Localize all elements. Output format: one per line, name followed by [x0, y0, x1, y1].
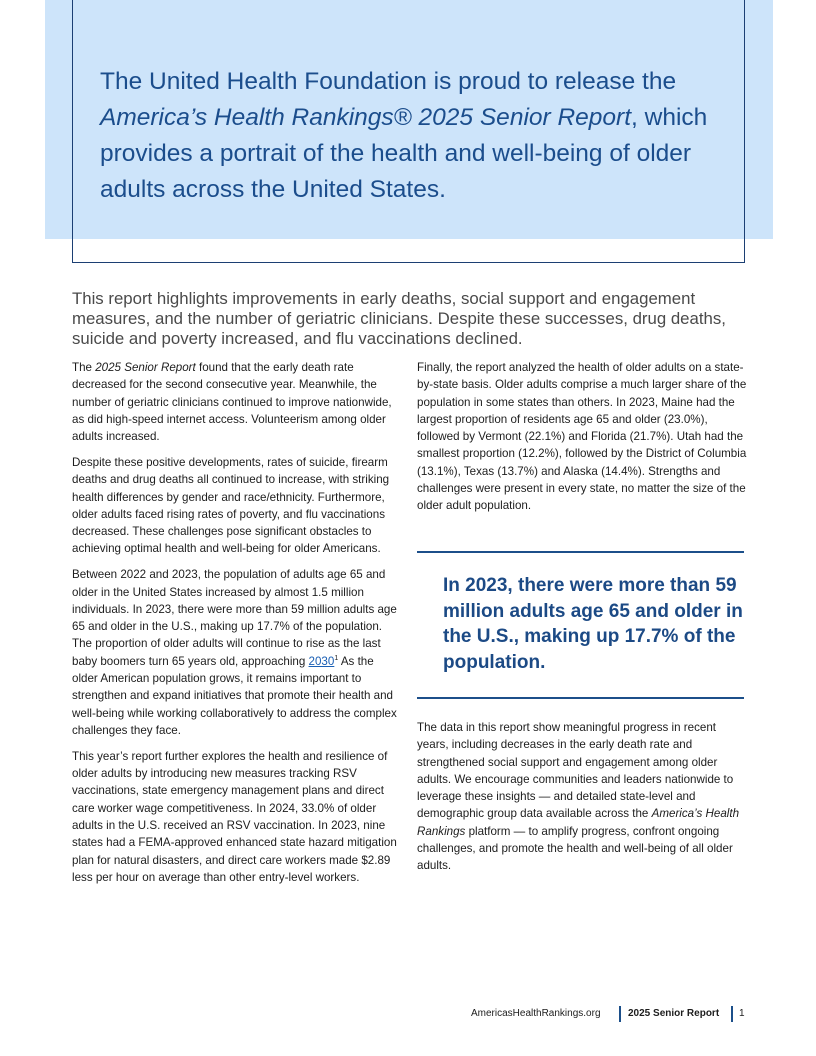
left-p1-end: found that the early death rate decreased for the second consecutive year. Meanwhile, the number of geriatric clinicians continued to improve nationwide, as did high-speed internet access. Volunteerism among older adults increased. [72, 361, 392, 444]
right-paragraph-1: Finally, the report analyzed the health of older adults on a state-by-state basis. Older adults comprise a much larger share of the population in some states than others. In 2023, Maine had the largest proportion of residents age 65 and older (23.0%), followed by Vermont (22.1%) and Florida (21.7%). Utah had the smallest proportion (12.2%), followed by the District of Columbia (13.1%), Texas (13.7%) and Alaska (14.4%). Strengths and challenges were present in every state, no matter the size of the older adult population. [417, 361, 747, 513]
right-column [417, 359, 747, 523]
hero-report-name: America’s Health Rankings® 2025 Senior Report [100, 104, 632, 131]
right-p2-start: The data in this report show meaningful progress in recent years, including decreases in the early death rate and strengthened social support and engagement among older adults. We encourage communities and leaders nationwide to leverage these insights — and detailed state-level and demographic group data available across the [417, 721, 734, 821]
pull-quote: In 2023, there were more than 59 million adults age 65 and older in the U.S., making up 17.7% of the population. [443, 575, 743, 673]
left-column [72, 359, 397, 895]
hero-text-end: , which provides a portrait of the health and well-being of older adults across the United States. [100, 104, 708, 203]
right-column-lower [417, 719, 747, 883]
page-number: 1 [739, 1008, 745, 1019]
right-p2-platform-name: America’s Health Rankings [417, 807, 740, 838]
left-paragraph-4: This year’s report further explores the health and resilience of older adults by introducing new measures tracking RSV vaccinations, state emergency management plans and direct care worker wage competitiveness. In 2024, 33.0% of older adults in the U.S. received an RSV vaccination. In 2023, nine states had a FEMA-approved enhanced state hazard mitigation plan for natural disasters, and direct care workers made $2.89 less per hour on average than other entry-level workers. [72, 749, 397, 884]
left-p1-start: The [72, 361, 96, 374]
callout-bottom-rule [417, 697, 744, 699]
hero-statement [100, 64, 750, 208]
footer-report-title: 2025 Senior Report [628, 1008, 720, 1019]
lead-paragraph: This report highlights improvements in early deaths, social support and engagement measures, and the number of geriatric clinicians. Despite these successes, drug deaths, suicide and poverty increased, and flu vaccinations declined. [72, 289, 726, 348]
footer-divider [619, 1006, 621, 1022]
left-p3-end: As the older American population grows, it remains important to strengthen and expand initiatives that promote their health and well-being while working collaboratively to address the complex challenges they face. [72, 654, 397, 737]
callout-top-rule [417, 551, 744, 553]
left-p3-start: Between 2022 and 2023, the population of adults age 65 and older in the United States increased by almost 1.5 million individuals. In 2023, there were more than 59 million adults age 65 and older in the U.S., making up 17.7% of the population. The proportion of older adults will continue to rise as the last baby boomers turn 65 years old, approaching [72, 568, 397, 668]
left-paragraph-2: Despite these positive developments, rates of suicide, firearm deaths and drug deaths all continued to increase, with striking health differences by gender and race/ethnicity. Furthermore, older adults faced rising rates of poverty, and flu vaccinations decreased. These challenges pose significant obstacles to achieving optimal health and well-being for older Americans. [72, 455, 390, 556]
left-paragraph-3 [72, 566, 397, 739]
link-2030[interactable]: 2030 [308, 654, 335, 668]
left-p1-report-name: 2025 Senior Report [95, 361, 196, 374]
footer-divider [731, 1006, 733, 1022]
hero-text-start: The United Health Foundation is proud to release the [100, 68, 677, 95]
footer-url[interactable]: AmericasHealthRankings.org [471, 1008, 601, 1019]
right-paragraph-2 [417, 719, 747, 875]
right-p2-end: platform — to amplify progress, confront ongoing challenges, and promote the health and well-being of all older adults. [417, 824, 733, 873]
page-footer [0, 1006, 816, 1022]
footnote-ref: 1 [334, 654, 339, 662]
left-paragraph-1 [72, 359, 397, 445]
